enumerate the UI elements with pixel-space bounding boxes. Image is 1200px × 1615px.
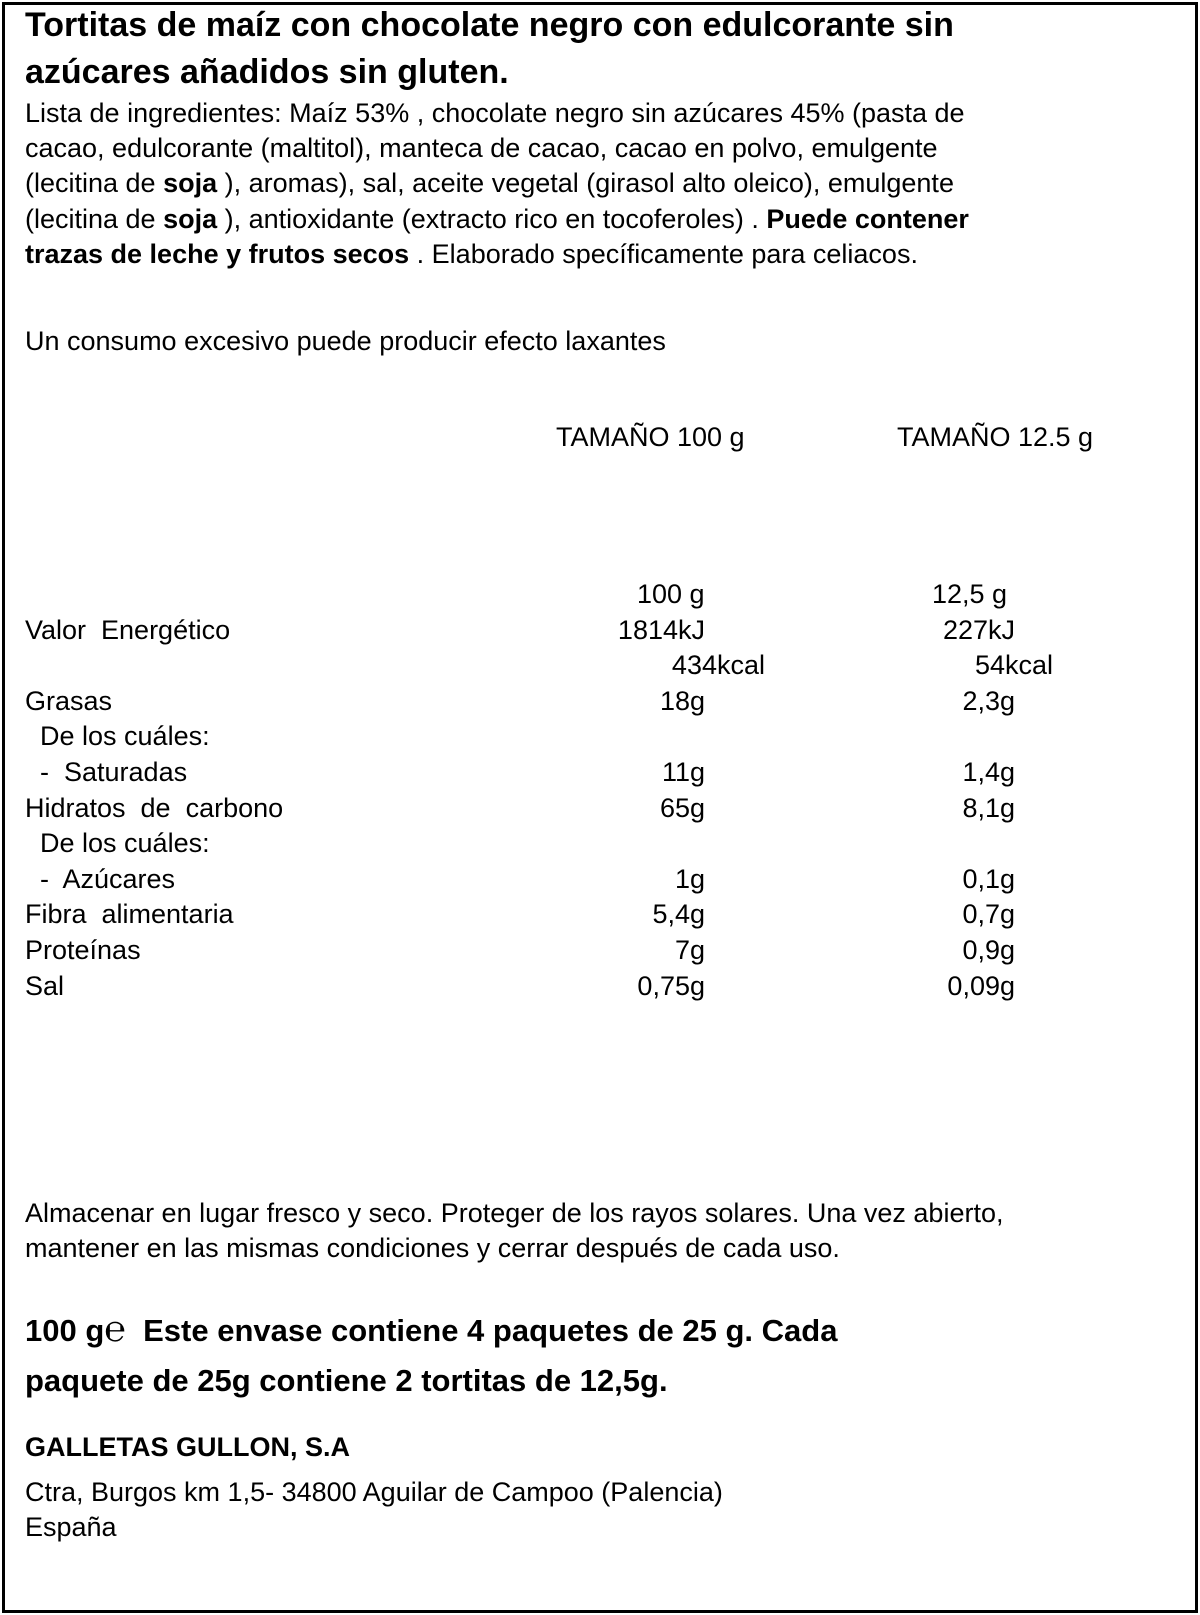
ingredients-block [25, 96, 969, 272]
product-title-line-1: Tortitas de maíz con chocolate negro con edulcorante sin [25, 6, 954, 44]
nutrient-value-100g: 1814kJ [617, 614, 705, 645]
ingredients-line-2: cacao, edulcorante (maltitol), manteca de cacao, cacao en polvo, emulgente [25, 133, 938, 164]
nutrient-label: Valor Energético [25, 614, 231, 645]
ingredients-text: ), antioxidante (extracto rico en tocoferoles) . [217, 203, 767, 234]
nutrient-value-12-5g: 0,7g [962, 899, 1015, 930]
column-header-100g: 100 g [637, 579, 705, 609]
nutrient-label: Fibra alimentaria [25, 899, 234, 930]
company-country: España [25, 1512, 117, 1542]
nutrient-label: De los cuáles: [25, 721, 210, 752]
nutrient-value-100g: 18g [659, 685, 705, 716]
ingredients-line-3 [25, 166, 969, 201]
storage-instructions [25, 1196, 1003, 1266]
allergen-soja: soja [163, 203, 218, 234]
nutrient-value-100g: 434kcal [671, 650, 765, 681]
nutrient-value-100g: 1g [674, 863, 705, 894]
company-name: GALLETAS GULLON, S.A [25, 1432, 350, 1462]
nutrient-label: - Saturadas [25, 757, 188, 787]
ingredients-line-5 [25, 237, 969, 272]
nutrient-value-12-5g: 227kJ [942, 614, 1015, 645]
ingredients-text: (lecitina de [25, 203, 164, 234]
allergen-soja: soja [163, 168, 218, 199]
nutrient-label: Sal [25, 970, 65, 1001]
ingredients-line-4 [25, 202, 969, 237]
nutrient-value-12-5g: 0,9g [962, 935, 1015, 965]
storage-line-1: Almacenar en lugar fresco y seco. Proteger de los rayos solares. Una vez abierto, [25, 1198, 1004, 1228]
laxative-warning: Un consumo excesivo puede producir efecto laxantes [25, 326, 666, 356]
nutrient-value-100g: 7g [674, 935, 705, 965]
allergen-warning: Puede contener [766, 203, 969, 234]
allergen-warning: trazas de leche y frutos secos [25, 238, 410, 269]
ingredients-text: . Elaborado specíficamente para celiacos. [409, 238, 918, 269]
nutrient-value-100g: 65g [659, 792, 705, 823]
product-title-line-2: azúcares añadidos sin gluten. [25, 53, 509, 91]
nutrient-label: Hidratos de carbono [25, 792, 284, 823]
nutrient-label: Proteínas [25, 935, 141, 965]
package-text-1: Este envase contiene 4 paquetes de 25 g. Cada [143, 1313, 838, 1348]
nutrient-label: - Azúcares [25, 863, 176, 894]
column-header-12-5g: 12,5 g [932, 579, 1008, 609]
nutrient-value-100g: 11g [661, 757, 705, 787]
ingredients-text: ), aromas), sal, aceite vegetal (girasol alto oleico), emulgente [217, 168, 954, 199]
nutrient-value-100g: 5,4g [652, 899, 705, 930]
size-header-100g: TAMAÑO 100 g [556, 422, 745, 452]
nutrient-value-12-5g: 2,3g [962, 685, 1015, 716]
nutrient-value-12-5g: 0,1g [962, 863, 1015, 894]
nutrient-value-12-5g: 1,4g [962, 757, 1015, 787]
net-weight: 100 g [25, 1313, 105, 1348]
storage-line-2: mantener en las mismas condiciones y cerrar después de cada uso. [25, 1233, 840, 1264]
nutrient-value-12-5g: 54kcal [974, 650, 1053, 681]
company-address: Ctra, Burgos km 1,5- 34800 Aguilar de Campoo (Palencia) [25, 1477, 723, 1507]
size-header-12-5g: TAMAÑO 12.5 g [897, 422, 1094, 452]
ingredients-text: (lecitina de [25, 168, 164, 199]
package-line-2: paquete de 25g contiene 2 tortitas de 12,5g. [25, 1363, 668, 1398]
package-line-1 [25, 1305, 837, 1356]
product-title [25, 2, 954, 96]
nutrient-label: De los cuáles: [25, 828, 210, 859]
nutrient-value-100g: 0,75g [637, 970, 705, 1001]
estimated-sign-icon: ℮ [104, 1309, 126, 1350]
ingredients-line-1: Lista de ingredientes: Maíz 53% , chocolate negro sin azúcares 45% (pasta de [25, 98, 965, 128]
nutrient-label: Grasas [25, 685, 113, 716]
package-info [25, 1305, 837, 1406]
nutrient-value-12-5g: 0,09g [947, 970, 1015, 1001]
nutrient-value-12-5g: 8,1g [962, 792, 1015, 823]
